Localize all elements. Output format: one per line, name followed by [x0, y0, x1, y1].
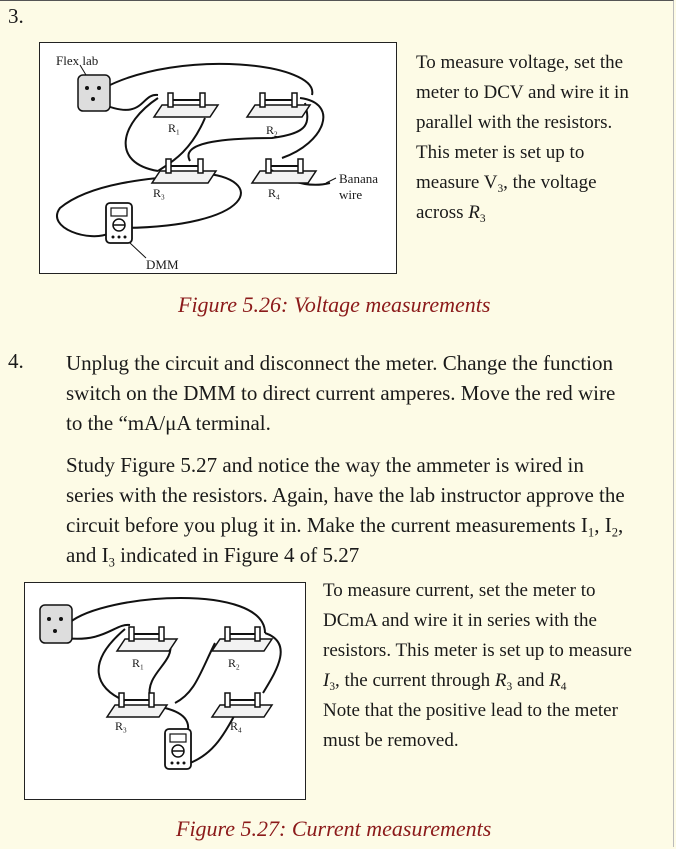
voltage-circuit-diagram	[40, 43, 398, 275]
resistor-r2-label: $R_2$	[228, 656, 240, 672]
resistor-boards	[107, 639, 272, 717]
resistor-r4-label: $R_4$	[268, 186, 280, 202]
step-number-3: 3.	[8, 4, 24, 28]
resistor-r3-label: $R_3$	[153, 186, 165, 202]
wire	[104, 64, 312, 95]
step-number-4: 4.	[8, 349, 24, 373]
resistor-r1-label: $R_1$	[168, 121, 180, 137]
figure-5-27-diagram	[24, 582, 306, 800]
resistor-r2-label: $R_2$	[266, 123, 278, 139]
flex-lab-outlet	[78, 75, 110, 111]
current-circuit-diagram	[25, 583, 307, 801]
figure-5-26-description: To measure voltage, set the meter to DCV and wire it in parallel with the resistors. This meter is set up to measure $V_3$, the voltage across $R_3$	[416, 52, 629, 225]
dmm-label: DMM	[146, 257, 179, 272]
flex-lab-outlet	[40, 605, 72, 643]
figure-5-27-caption: Figure 5.27: Current measurements	[176, 816, 492, 841]
resistor-r4-label: $R_4$	[230, 719, 242, 735]
resistor-r3-label: $R_3$	[115, 719, 127, 735]
figure-5-26-caption: Figure 5.26: Voltage measurements	[178, 292, 491, 317]
figure-5-27-description: To measure current, set the meter to DCmA and wire it in series with the resistors. This meter is set up to measure $I_3$, the current through $R_3$ and $R_4$ Note that the positive lead to the meter must be removed.	[323, 580, 632, 751]
step-4-paragraph-2: Study Figure 5.27 and notice the way the ammeter is wired in series with the resistors. Again, have the lab instructor approve the circuit before you plug it in. Make the current measurements $I_1$, $I_2$, and $I_3$ indicated in Figure 4 of 5.27	[66, 453, 625, 570]
flex-lab-label: Flex lab	[56, 53, 99, 68]
banana-wire-label: Banana wire	[339, 171, 378, 202]
resistor-boards	[152, 105, 316, 183]
figure-5-26-diagram	[39, 42, 397, 274]
resistor-r1-label: $R_1$	[132, 656, 144, 672]
step-4-paragraph-1: Unplug the circuit and disconnect the meter. Change the function switch on the DMM to direct current amperes. Move the red wire to the “mA/μA terminal.	[66, 351, 616, 435]
